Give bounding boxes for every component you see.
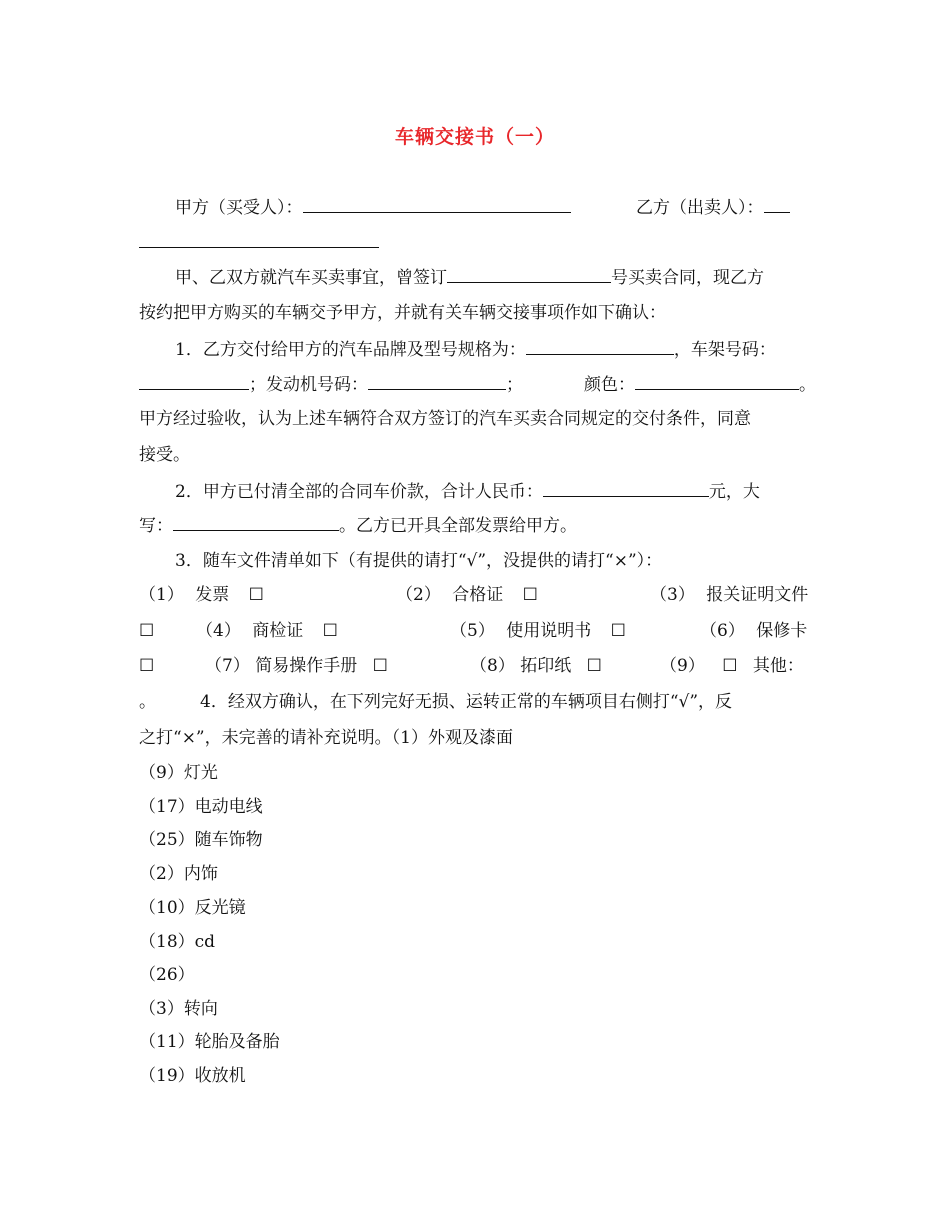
clause2-line-1 (175, 479, 760, 504)
doc-item-num: （4） (196, 621, 241, 641)
party-a-line (175, 195, 571, 220)
doc-item-label: 合格证 (452, 585, 504, 605)
clause3-end-mark: 。 (139, 692, 156, 712)
doc-item-manual (450, 619, 626, 643)
clause2-text-1: 2．甲方已付清全部的合同车价款，合计人民币： (175, 482, 543, 502)
doc-item-label: 保修卡 (756, 621, 808, 641)
doc-item-inspection (196, 619, 338, 643)
list-item: （26） (139, 965, 195, 985)
intro-line-1 (175, 265, 764, 290)
doc-item-num: （8） (470, 656, 515, 676)
engine-number-blank[interactable] (368, 372, 506, 390)
doc-item-quick-guide (205, 654, 388, 678)
doc-item-invoice (139, 583, 264, 607)
clause1-color (584, 372, 816, 397)
checkbox-inspection[interactable]: ☐ (322, 621, 338, 641)
doc-item-num: （5） (450, 621, 495, 641)
checkbox-other[interactable]: ☐ (722, 656, 738, 676)
clause1-text-4: ； (506, 375, 523, 395)
doc-item-label: 拓印纸 (520, 656, 572, 676)
checkbox-quick-guide[interactable]: ☐ (372, 656, 388, 676)
party-a-label: 甲方（买受人）： (175, 198, 303, 218)
party-b-blank[interactable] (764, 195, 790, 213)
checkbox-certificate[interactable]: ☐ (522, 585, 538, 605)
doc-item-label: 发票 (195, 585, 230, 605)
doc-item-label: 简易操作手册 (255, 656, 358, 676)
clause1-text-5: 颜色： (584, 375, 635, 395)
party-b-blank-2[interactable] (139, 230, 379, 248)
intro-text-1: 甲、乙双方就汽车买卖事宜，曾签订 (175, 268, 447, 288)
doc-item-customs (650, 583, 808, 607)
doc-item-num: （6） (700, 621, 745, 641)
list-item: （10）反光镜 (139, 898, 246, 918)
list-item: （19）收放机 (139, 1066, 246, 1086)
doc-item-warranty (700, 619, 807, 643)
clause1-text-1: 1．乙方交付给甲方的汽车品牌及型号规格为： (175, 340, 526, 360)
doc-item-num: （2） (396, 585, 441, 605)
checkbox-rubbing-paper[interactable]: ☐ (586, 656, 602, 676)
checkbox-manual[interactable]: ☐ (610, 621, 626, 641)
color-blank[interactable] (635, 372, 799, 390)
brand-model-blank[interactable] (526, 337, 674, 355)
doc-item-label: 使用说明书 (506, 621, 592, 641)
doc-item-certificate (396, 583, 538, 607)
party-a-blank[interactable] (303, 195, 571, 213)
checkbox-warranty[interactable]: ☐ (139, 656, 155, 676)
doc-item-label: 商检证 (252, 621, 304, 641)
doc-item-rubbing-paper (470, 654, 602, 678)
intro-line-2: 按约把甲方购买的车辆交予甲方，并就有关车辆交接事项作如下确认： (139, 303, 666, 323)
clause2-line-2 (139, 513, 577, 538)
checkbox-invoice[interactable]: ☐ (248, 585, 264, 605)
clause3-intro: 3．随车文件清单如下（有提供的请打“√”，没提供的请打“×”）： (175, 551, 663, 571)
clause1-text-3: ；发动机号码： (249, 375, 368, 395)
clause4-line-2: 之打“×”，未完善的请补充说明。（1）外观及漆面 (139, 728, 513, 748)
party-b-line (636, 195, 790, 220)
party-b-label: 乙方（出卖人）： (636, 198, 764, 218)
vin-blank[interactable] (139, 372, 249, 390)
doc-item-num: （3） (650, 585, 695, 605)
doc-item-other (660, 654, 804, 678)
doc-item-num: （7） (205, 656, 250, 676)
list-item: （11）轮胎及备胎 (139, 1032, 280, 1052)
clause2-text-4: 。乙方已开具全部发票给甲方。 (339, 516, 577, 536)
clause2-text-3: 写： (139, 516, 173, 536)
price-words-blank[interactable] (173, 513, 339, 531)
clause1-line-4: 接受。 (139, 445, 190, 465)
doc-item-num: （1） (139, 585, 184, 605)
doc-item-label: 其他： (752, 656, 804, 676)
clause2-text-2: 元，大 (708, 482, 760, 502)
price-blank[interactable] (543, 479, 709, 497)
list-item: （3）转向 (139, 999, 218, 1019)
list-item: （18）cd (139, 932, 216, 952)
contract-number-blank[interactable] (447, 265, 611, 283)
clause1-line-2 (139, 372, 523, 397)
list-item: （2）内饰 (139, 864, 218, 884)
clause4-line-1: 4．经双方确认，在下列完好无损、运转正常的车辆项目右侧打“√”，反 (200, 692, 733, 712)
doc-item-label: 报关证明文件 (706, 585, 809, 605)
checkbox-customs[interactable]: ☐ (139, 621, 155, 641)
clause1-line-1 (175, 337, 776, 362)
list-item: （17）电动电线 (139, 797, 263, 817)
list-item: （25）随车饰物 (139, 830, 263, 850)
party-b-blank-continued (139, 230, 379, 255)
clause1-text-2: ，车架号码： (673, 340, 776, 360)
list-item: （9）灯光 (139, 763, 218, 783)
document-title: 车辆交接书（一） (394, 126, 555, 148)
clause1-text-6: 。 (799, 375, 816, 395)
clause1-line-3: 甲方经过验收，认为上述车辆符合双方签订的汽车买卖合同规定的交付条件，同意 (139, 409, 751, 429)
doc-item-num: （9） (660, 656, 705, 676)
intro-text-2: 号买卖合同，现乙方 (611, 268, 764, 288)
